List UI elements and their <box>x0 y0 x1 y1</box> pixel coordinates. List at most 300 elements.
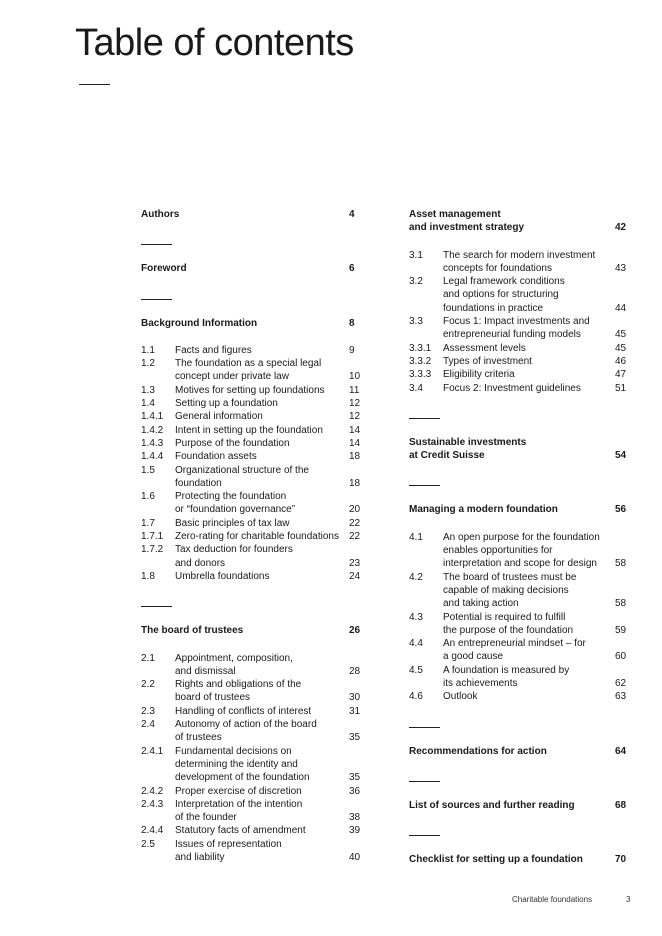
entry-title: development of the foundation <box>175 772 310 784</box>
entry-page-number: 9 <box>349 344 355 356</box>
toc-entry[interactable] <box>141 652 363 679</box>
entry-line <box>175 811 363 824</box>
entry-line <box>443 664 629 677</box>
entry-page-number: 12 <box>349 398 361 410</box>
entry-title: Autonomy of action of the board <box>175 719 317 731</box>
entry-line <box>175 678 363 691</box>
entry-line <box>175 758 363 771</box>
entry-page-number <box>615 664 629 677</box>
entry-line <box>443 544 629 557</box>
section-divider <box>141 606 172 607</box>
toc-entry[interactable] <box>141 357 363 384</box>
entry-number: 2.4 <box>141 719 155 731</box>
entry-number: 3.1 <box>409 249 423 261</box>
entry-title: a good cause <box>443 651 504 663</box>
entry-page-number: 28 <box>349 665 361 677</box>
entry-page-number: 22 <box>349 531 361 543</box>
entry-lines <box>443 275 629 315</box>
entry-page-number <box>349 758 363 771</box>
entry-line <box>443 328 629 341</box>
entry-title: Outlook <box>443 691 478 703</box>
entry-page-number: 63 <box>615 691 627 703</box>
section-page-number: 26 <box>349 625 361 637</box>
entry-line <box>443 690 629 703</box>
entry-title: An entrepreneurial mindset – for <box>443 638 586 650</box>
entry-page-number <box>349 718 363 731</box>
toc-entry[interactable] <box>141 437 363 450</box>
entry-title: Umbrella foundations <box>175 570 270 582</box>
entry-line <box>175 838 363 851</box>
entry-page-number <box>349 745 363 758</box>
entry-page-number: 44 <box>615 302 627 314</box>
section-title-text: Sustainable investments <box>409 436 527 448</box>
entry-title: Interpretation of the intention <box>175 798 303 810</box>
entry-lines <box>175 570 363 583</box>
section-page-number: 70 <box>615 854 627 866</box>
entry-page-number: 45 <box>615 342 627 354</box>
section-page-number: 6 <box>349 263 355 275</box>
toc-entry[interactable] <box>141 344 363 357</box>
toc-entry[interactable] <box>409 368 629 381</box>
entry-page-number <box>615 531 629 544</box>
entry-page-number <box>349 490 363 503</box>
entry-number: 2.4.3 <box>141 798 164 810</box>
entry-title: of trustees <box>175 732 222 744</box>
entry-title: foundations in practice <box>443 302 544 314</box>
entry-line <box>175 517 363 530</box>
entry-page-number: 31 <box>349 705 361 717</box>
entry-title: Rights and obligations of the <box>175 679 302 691</box>
entry-lines <box>175 678 363 705</box>
toc-entry[interactable] <box>141 450 363 463</box>
toc-entry[interactable] <box>141 384 363 397</box>
section-divider <box>409 835 440 836</box>
entry-lines <box>175 718 363 745</box>
entry-title: Focus 2: Investment guidelines <box>443 382 581 394</box>
entry-page-number: 58 <box>615 598 627 610</box>
toc-entry[interactable] <box>141 838 363 865</box>
entry-lines <box>443 368 629 381</box>
entry-line <box>443 382 629 395</box>
toc-entry[interactable] <box>141 745 363 785</box>
entry-title: The foundation as a special legal <box>175 358 322 370</box>
entry-lines <box>175 424 363 437</box>
toc-entry[interactable] <box>141 424 363 437</box>
entry-lines <box>175 652 363 679</box>
entry-line <box>175 851 363 864</box>
entry-page-number: 39 <box>349 825 361 837</box>
section-title-line <box>141 262 363 275</box>
entry-page-number: 18 <box>349 477 361 489</box>
entry-lines <box>175 450 363 463</box>
entry-number: 3.3 <box>409 316 423 328</box>
entry-number: 1.7.1 <box>141 531 164 543</box>
section-divider <box>141 244 172 245</box>
entry-title: Statutory facts of amendment <box>175 825 306 837</box>
section-title-text: List of sources and further reading <box>409 799 575 811</box>
entry-title: or “foundation governance” <box>175 504 296 516</box>
entry-page-number <box>615 571 629 584</box>
entry-page-number: 40 <box>349 851 361 863</box>
entry-page-number <box>349 357 363 370</box>
toc-entry[interactable] <box>141 517 363 530</box>
entry-line <box>175 691 363 704</box>
toc-entry[interactable] <box>409 611 629 638</box>
entry-number: 1.4.4 <box>141 451 164 463</box>
entry-line <box>175 384 363 397</box>
entry-number: 1.5 <box>141 464 155 476</box>
entry-page-number <box>349 798 363 811</box>
toc-entry[interactable] <box>141 824 363 837</box>
entry-lines <box>175 745 363 785</box>
toc-entry[interactable] <box>409 249 629 276</box>
entry-page-number <box>615 544 629 557</box>
entry-line <box>175 570 363 583</box>
section-title-text: Asset management <box>409 209 501 220</box>
entry-title: Protecting the foundation <box>175 491 287 503</box>
entry-line <box>443 315 629 328</box>
entry-page-number <box>615 275 629 288</box>
entry-line <box>175 543 363 556</box>
toc-entry[interactable] <box>141 718 363 745</box>
entry-lines <box>443 382 629 395</box>
entry-number: 2.1 <box>141 652 155 664</box>
section-title[interactable] <box>141 262 363 275</box>
toc-entry[interactable] <box>141 397 363 410</box>
section-title[interactable] <box>141 317 363 330</box>
entry-lines <box>175 490 363 517</box>
entry-line <box>175 798 363 811</box>
entry-title: entrepreneurial funding models <box>443 329 581 341</box>
entry-lines <box>443 315 629 342</box>
entry-title: Proper exercise of discretion <box>175 785 302 797</box>
section-title-line <box>409 799 629 812</box>
entry-line <box>175 771 363 784</box>
entry-line <box>175 530 363 543</box>
entry-line <box>175 490 363 503</box>
entry-page-number: 43 <box>615 262 627 274</box>
entry-line <box>443 650 629 663</box>
section-entries <box>409 249 629 395</box>
entry-page-number: 14 <box>349 424 361 436</box>
entry-line <box>443 584 629 597</box>
entry-line <box>175 824 363 837</box>
entry-page-number <box>615 315 629 328</box>
entry-title: determining the identity and <box>175 758 298 770</box>
toc-entry[interactable] <box>409 571 629 611</box>
entry-number: 4.5 <box>409 664 423 676</box>
entry-number: 3.2 <box>409 276 423 288</box>
entry-lines <box>443 355 629 368</box>
section-title[interactable] <box>141 208 363 221</box>
entry-lines <box>175 838 363 865</box>
toc-entry[interactable] <box>141 543 363 570</box>
entry-number: 2.4.4 <box>141 825 164 837</box>
entry-title: Facts and figures <box>175 344 252 356</box>
entry-line <box>175 357 363 370</box>
entry-page-number: 62 <box>615 678 627 690</box>
entry-lines <box>175 543 363 570</box>
toc-entry[interactable] <box>141 464 363 491</box>
entry-number: 3.3.1 <box>409 342 432 354</box>
section-title-text: The board of trustees <box>141 625 244 637</box>
entry-lines <box>175 530 363 543</box>
entry-lines <box>175 357 363 384</box>
entry-line <box>175 464 363 477</box>
section-title-line <box>141 208 363 221</box>
entry-title: Intent in setting up the foundation <box>175 424 323 436</box>
entry-lines <box>175 705 363 718</box>
entry-lines <box>175 344 363 357</box>
entry-page-number: 22 <box>349 517 361 529</box>
entry-page-number <box>349 678 363 691</box>
entry-line <box>175 344 363 357</box>
entry-title: Foundation assets <box>175 451 257 463</box>
entry-title: enables opportunities for <box>443 545 553 557</box>
entry-title: Basic principles of tax law <box>175 517 290 529</box>
entry-title: and options for structuring <box>443 289 559 301</box>
toc-section <box>409 436 629 463</box>
entry-page-number: 14 <box>349 437 361 449</box>
entry-page-number: 24 <box>349 570 361 582</box>
entry-title: A foundation is measured by <box>443 664 570 676</box>
entry-title: interpretation and scope for design <box>443 558 597 570</box>
entry-title: The search for modern investment <box>443 249 596 261</box>
toc-entry[interactable] <box>409 355 629 368</box>
entry-page-number <box>615 288 629 301</box>
entry-page-number: 20 <box>349 504 361 516</box>
entry-line <box>175 785 363 798</box>
entry-lines <box>443 571 629 611</box>
entry-lines <box>443 611 629 638</box>
entry-number: 3.4 <box>409 382 423 394</box>
entry-number: 1.7.2 <box>141 544 164 556</box>
entry-title: concept under private law <box>175 371 289 383</box>
toc-column-left <box>141 208 363 864</box>
toc-section <box>141 317 363 584</box>
entry-lines <box>175 410 363 423</box>
entry-line <box>443 262 629 275</box>
entry-number: 3.3.2 <box>409 355 432 367</box>
entry-page-number <box>615 584 629 597</box>
entry-page-number: 58 <box>615 558 627 570</box>
toc-section <box>141 262 363 275</box>
entry-lines <box>175 785 363 798</box>
section-divider <box>409 418 440 419</box>
section-title[interactable] <box>409 799 629 812</box>
entry-number: 1.4.2 <box>141 424 164 436</box>
entry-number: 1.8 <box>141 570 155 582</box>
entry-number: 1.1 <box>141 344 155 356</box>
entry-lines <box>175 397 363 410</box>
entry-page-number: 59 <box>615 624 627 636</box>
entry-number: 1.3 <box>141 384 155 396</box>
entry-title: Handling of conflicts of interest <box>175 705 312 717</box>
entry-title: Legal framework conditions <box>443 276 565 288</box>
entry-line <box>443 624 629 637</box>
entry-line <box>175 718 363 731</box>
footer-publication: Charitable foundations <box>512 895 593 904</box>
entry-lines <box>175 384 363 397</box>
toc-entry[interactable] <box>141 410 363 423</box>
section-entries <box>141 344 363 583</box>
section-title[interactable] <box>141 624 363 637</box>
entry-title: and taking action <box>443 598 519 610</box>
section-title-text: Recommendations for action <box>409 745 547 757</box>
toc-entry[interactable] <box>409 275 629 315</box>
section-page-number: 56 <box>615 504 627 516</box>
entry-page-number <box>615 249 629 262</box>
section-title-line <box>409 503 629 516</box>
section-page-number: 42 <box>615 222 627 234</box>
section-title[interactable] <box>409 208 629 235</box>
entry-line <box>175 665 363 678</box>
section-title[interactable] <box>409 853 629 866</box>
toc-entry[interactable] <box>409 637 629 664</box>
entry-page-number: 51 <box>615 382 627 394</box>
section-title-line <box>409 853 629 866</box>
entry-lines <box>175 824 363 837</box>
entry-title: Issues of representation <box>175 838 282 850</box>
toc-entry[interactable] <box>141 705 363 718</box>
entry-page-number <box>615 637 629 650</box>
entry-line <box>175 370 363 383</box>
section-title-text: and investment strategy <box>409 222 525 234</box>
section-page-number <box>615 436 629 449</box>
section-title[interactable] <box>409 436 629 463</box>
toc-section <box>141 624 363 864</box>
entry-line <box>175 557 363 570</box>
entry-number: 2.4.1 <box>141 745 164 757</box>
entry-lines <box>443 531 629 571</box>
entry-title: The board of trustees must be <box>443 571 577 583</box>
section-page-number: 4 <box>349 209 355 220</box>
entry-number: 1.2 <box>141 358 155 370</box>
toc-entry[interactable] <box>141 678 363 705</box>
entry-page-number: 12 <box>349 411 361 423</box>
entry-number: 1.7 <box>141 517 155 529</box>
entry-title: Fundamental decisions on <box>175 745 292 757</box>
section-title-text: Managing a modern foundation <box>409 504 558 516</box>
section-title-text: Background Information <box>141 317 258 329</box>
section-title-text: Checklist for setting up a foundation <box>409 854 583 866</box>
entry-title: Setting up a foundation <box>175 398 278 410</box>
toc-entry[interactable] <box>409 664 629 691</box>
entry-number: 1.4 <box>141 398 155 410</box>
entry-title: its achievements <box>443 678 518 690</box>
entry-number: 4.6 <box>409 691 423 703</box>
toc-entry[interactable] <box>409 690 629 703</box>
section-title-line <box>409 449 629 462</box>
entry-line <box>443 288 629 301</box>
section-title-line <box>409 745 629 758</box>
entry-number: 2.2 <box>141 679 155 691</box>
entry-line <box>443 597 629 610</box>
entry-line <box>175 477 363 490</box>
entry-number: 1.6 <box>141 491 155 503</box>
section-title[interactable] <box>409 745 629 758</box>
toc-column-right <box>409 208 629 867</box>
section-title-line <box>141 624 363 637</box>
entry-number: 4.4 <box>409 638 423 650</box>
entry-page-number: 35 <box>349 772 361 784</box>
entry-line <box>175 503 363 516</box>
entry-title: Zero-rating for charitable foundations <box>175 531 339 543</box>
toc-entry[interactable] <box>409 342 629 355</box>
entry-title: concepts for foundations <box>443 262 552 274</box>
entry-lines <box>175 437 363 450</box>
entry-title: General information <box>175 411 263 423</box>
entry-title: and liability <box>175 851 225 863</box>
entry-page-number: 60 <box>615 651 627 663</box>
entry-page-number: 23 <box>349 557 361 569</box>
section-title-line <box>409 208 629 221</box>
section-title-text: Foreword <box>141 263 187 275</box>
entry-line <box>175 705 363 718</box>
entry-lines <box>443 664 629 691</box>
entry-page-number: 18 <box>349 451 361 463</box>
toc-entry[interactable] <box>409 382 629 395</box>
toc-entry[interactable] <box>141 570 363 583</box>
entry-title: Tax deduction for founders <box>175 544 293 556</box>
entry-number: 2.5 <box>141 838 155 850</box>
toc-entry[interactable] <box>409 315 629 342</box>
entry-title: Potential is required to fulfill <box>443 611 566 623</box>
toc-entry[interactable] <box>141 798 363 825</box>
entry-line <box>443 342 629 355</box>
entry-page-number <box>349 543 363 556</box>
toc-entry[interactable] <box>141 785 363 798</box>
entry-number: 4.2 <box>409 571 423 583</box>
toc-entry[interactable] <box>409 531 629 571</box>
entry-number: 1.4.1 <box>141 411 164 423</box>
entry-line <box>443 302 629 315</box>
section-page-number: 54 <box>615 450 627 462</box>
entry-number: 1.4.3 <box>141 437 164 449</box>
entry-line <box>443 571 629 584</box>
entry-page-number: 10 <box>349 371 361 383</box>
section-divider <box>409 727 440 728</box>
toc-section <box>409 208 629 395</box>
entry-page-number: 35 <box>349 732 361 744</box>
section-entries <box>409 531 629 704</box>
toc-section <box>409 503 629 703</box>
section-title-text: at Credit Suisse <box>409 450 485 462</box>
section-title[interactable] <box>409 503 629 516</box>
entry-title: foundation <box>175 477 222 489</box>
entry-title: Appointment, composition, <box>175 652 293 664</box>
entry-number: 4.1 <box>409 531 423 543</box>
footer-page-number: 3 <box>626 895 631 904</box>
entry-lines <box>443 637 629 664</box>
entry-number: 2.3 <box>141 705 155 717</box>
section-title-line <box>409 436 629 449</box>
toc-entry[interactable] <box>141 490 363 517</box>
toc-section <box>141 208 363 221</box>
entry-lines <box>175 464 363 491</box>
entry-number: 3.3.3 <box>409 369 432 381</box>
entry-line <box>443 637 629 650</box>
section-divider <box>409 781 440 782</box>
toc-entry[interactable] <box>141 530 363 543</box>
section-page-number: 8 <box>349 317 355 329</box>
entry-line <box>175 745 363 758</box>
entry-title: An open purpose for the foundation <box>443 531 600 543</box>
title-divider <box>79 84 110 85</box>
entry-title: and donors <box>175 557 226 569</box>
section-divider <box>141 299 172 300</box>
entry-page-number: 45 <box>615 329 627 341</box>
